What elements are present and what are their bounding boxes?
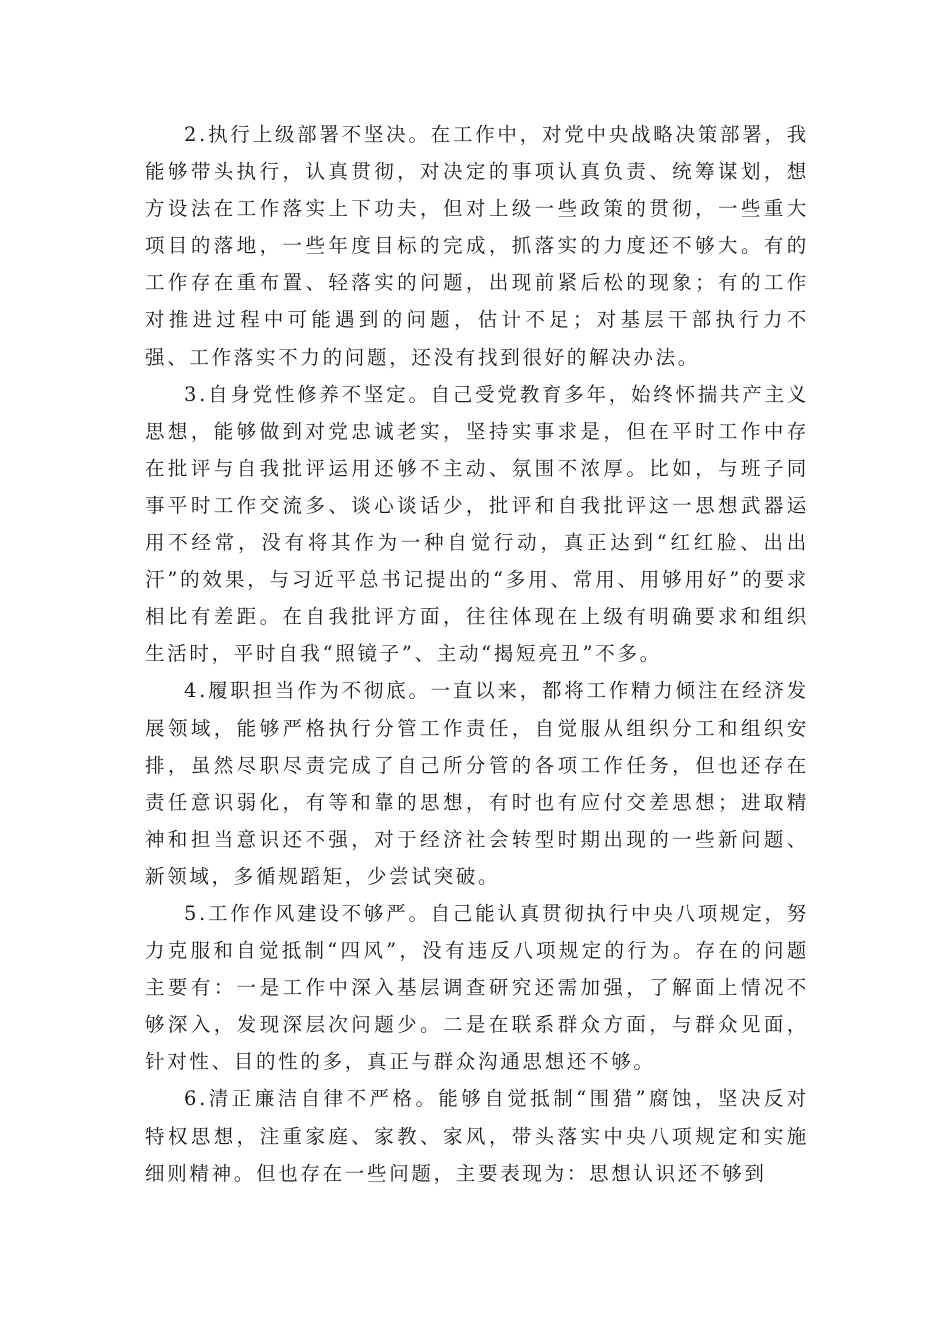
paragraph-4-responsibility: 4.履职担当作为不彻底。一直以来，都将工作精力倾注在经济发展领域，能够严格执行分管工作责任，自觉服从组织分工和组织安排，虽然尽职尽责完成了自己所分管的各项工作任务，但也还存在责任意识弱化，有等和靠的思想，有时也有应付交差思想；进取精神和担当意识还不强，对于经济社会转型时期出现的一些新问题、新领域，多循规蹈矩，少尝试突破。 xyxy=(145,679,809,888)
paragraph-5-work-style: 5.工作作风建设不够严。自己能认真贯彻执行中央八项规定，努力克服和自觉抵制“四风”，没有违反八项规定的行为。存在的问题主要有：一是工作中深入基层调查研究还需加强，了解面上情况不够深入，发现深层次问题少。二是在联系群众方面，与群众见面，针对性、目的性的多，真正与群众沟通思想还不够。 xyxy=(145,901,809,1074)
paragraph-6-integrity: 6.清正廉洁自律不严格。能够自觉抵制“围猎”腐蚀，坚决反对特权思想，注重家庭、家教、家风，带头落实中央八项规定和实施细则精神。但也存在一些问题，主要表现为：思想认识还不够到 xyxy=(145,1087,809,1185)
paragraph-3-party-spirit: 3.自身党性修养不坚定。自己受党教育多年，始终怀揣共产主义思想，能够做到对党忠诚老实，坚持实事求是，但在平时工作中存在批评与自我批评运用还够不主动、氛围不浓厚。比如，与班子同事平时工作交流多、谈心谈话少，批评和自我批评这一思想武器运用不经常，没有将其作为一种自觉行动，真正达到“红红脸、出出汗”的效果，与习近平总书记提出的“多用、常用、用够用好”的要求相比有差距。在自我批评方面，往往体现在上级有明确要求和组织生活时，平时自我“照镜子”、主动“揭短亮丑”不多。 xyxy=(145,382,809,666)
paragraph-2-execution: 2.执行上级部署不坚决。在工作中，对党中央战略决策部署，我能够带头执行，认真贯彻，对决定的事项认真负责、统筹谋划，想方设法在工作落实上下功夫，但对上级一些政策的贯彻，一些重大项目的落地，一些年度目标的完成，抓落实的力度还不够大。有的工作存在重布置、轻落实的问题，出现前紧后松的现象；有的工作对推进过程中可能遇到的问题，估计不足；对基层干部执行力不强、工作落实不力的问题，还没有找到很好的解决办法。 xyxy=(145,123,809,369)
document-body xyxy=(145,116,809,1192)
